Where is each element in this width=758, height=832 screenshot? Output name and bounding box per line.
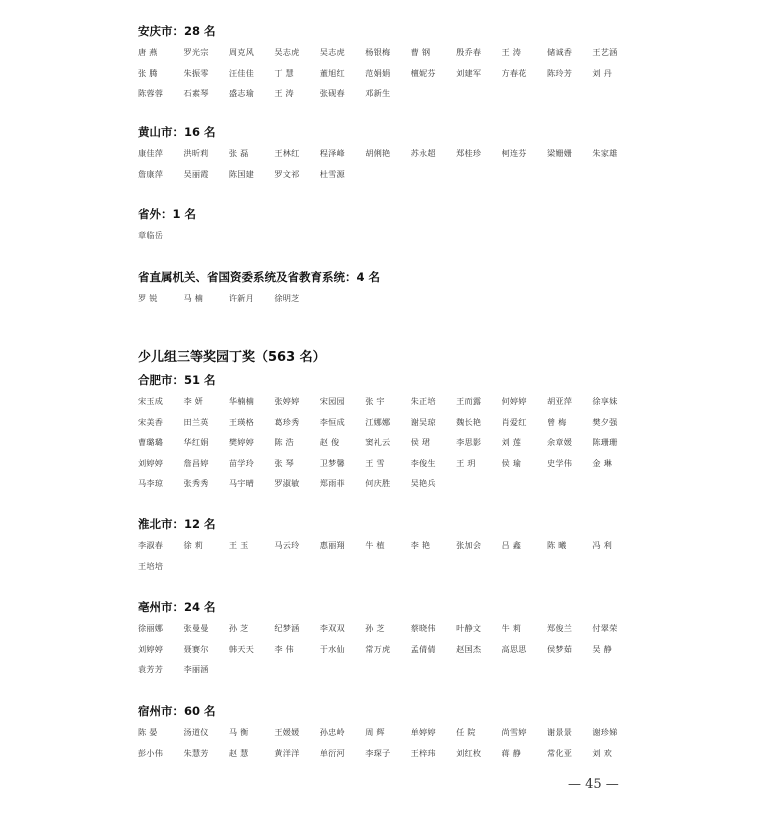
person-name: 侯 珺	[410, 437, 431, 447]
person-name: 惠丽翔	[319, 540, 345, 550]
person-name: 张 腾	[138, 67, 158, 78]
person-name: 侯 瑜	[501, 457, 522, 468]
person-name: 刘婷婷	[138, 457, 164, 468]
person-name: 马云玲	[274, 540, 300, 550]
person-name: 陈蓉蓉	[138, 88, 164, 98]
person-name: 樊夕强	[592, 416, 618, 427]
person-name: 赵 俊	[319, 437, 340, 447]
person-name: 于水仙	[319, 643, 345, 654]
person-name: 彭小伟	[138, 747, 164, 758]
person-name: 梁姗姗	[546, 148, 573, 158]
person-name: 汤道仪	[183, 727, 209, 737]
person-name: 宋园园	[319, 396, 345, 406]
person-name: 王 涛	[274, 88, 294, 98]
person-name: 苗学玲	[228, 457, 255, 468]
person-name: 王媛媛	[274, 727, 300, 737]
person-name: 徐丽娜	[138, 623, 164, 633]
person-name: 卫梦馨	[319, 457, 345, 468]
person-name: 盛志瑜	[228, 88, 255, 98]
section-title: 安庆市：28 名	[138, 24, 216, 38]
person-name: 蒋 静	[501, 747, 522, 758]
person-name: 聂赛尔	[183, 643, 209, 654]
person-name: 窦礼云	[365, 437, 391, 447]
person-name: 侯梦茹	[546, 643, 573, 654]
person-name: 洪昕莉	[183, 148, 209, 158]
person-name: 张 琴	[274, 457, 294, 468]
section-zhishu	[138, 270, 638, 309]
person-name: 孟倩倩	[410, 643, 436, 654]
person-name: 朱振零	[183, 67, 209, 78]
person-name: 刘建军	[456, 67, 482, 78]
person-name: 曾 梅	[546, 416, 567, 427]
person-name: 陈玲芳	[546, 67, 573, 78]
person-name: 金 琳	[592, 457, 612, 468]
person-name: 王培培	[138, 560, 164, 571]
person-name: 罗光宗	[183, 47, 209, 57]
name-list	[138, 225, 638, 246]
section-title: 合肥市：51 名	[138, 373, 216, 387]
person-name: 许新月	[228, 293, 255, 303]
person-name: 王而露	[456, 396, 482, 406]
person-name: 蔡晓伟	[410, 623, 436, 633]
person-name: 张婷婷	[274, 396, 300, 406]
person-name: 李 艳	[410, 540, 431, 550]
person-name: 赵国杰	[456, 643, 482, 654]
person-name: 宋玉成	[138, 396, 164, 406]
person-name: 李琛子	[365, 747, 391, 758]
person-name: 赵 慧	[228, 747, 249, 758]
person-name: 牛 莉	[501, 623, 522, 633]
person-name: 杜雪源	[319, 168, 345, 179]
person-name: 李淑春	[138, 540, 164, 550]
person-name: 华楠楠	[228, 396, 255, 406]
section-title: 淮北市：12 名	[138, 517, 216, 531]
person-name: 李丽涵	[183, 664, 209, 674]
person-name: 何庆胜	[365, 478, 391, 488]
person-name: 史学伟	[546, 457, 573, 468]
person-name: 周 辉	[365, 727, 385, 737]
person-name: 葛珍秀	[274, 416, 300, 427]
person-name: 牛 植	[365, 540, 385, 550]
person-name: 李思影	[456, 437, 482, 447]
person-name: 石素琴	[183, 88, 209, 98]
person-name: 吴志虎	[319, 47, 345, 57]
section-title: 省直属机关、省国资委系统及省教育系统：4 名	[138, 270, 381, 284]
person-name: 单衍河	[319, 747, 345, 758]
person-name: 朱正培	[410, 396, 436, 406]
person-name: 刘 丹	[592, 67, 612, 78]
person-name: 张秀秀	[183, 478, 209, 488]
person-name: 吴艳兵	[410, 478, 436, 488]
person-name: 唐 燕	[138, 47, 158, 57]
person-name: 刘 欢	[592, 747, 612, 758]
person-name: 张曼曼	[183, 623, 209, 633]
name-list	[138, 618, 638, 680]
person-name: 马 衡	[228, 727, 249, 737]
person-name: 孙 芝	[228, 623, 249, 633]
person-name: 郑俊兰	[546, 623, 573, 633]
person-name: 马 楠	[183, 293, 204, 303]
person-name: 肖爱红	[501, 416, 527, 427]
person-name: 方春花	[501, 67, 527, 78]
section-shengwai	[138, 207, 638, 246]
person-name: 江娜娜	[365, 416, 391, 427]
person-name: 魏长艳	[456, 416, 482, 427]
person-name: 付翠荣	[592, 623, 618, 633]
person-name: 王 涛	[501, 47, 522, 57]
person-name: 王 雪	[365, 457, 385, 468]
person-name: 陈 晏	[138, 727, 158, 737]
person-name: 吴丽霞	[183, 168, 209, 179]
person-name: 王林红	[274, 148, 300, 158]
person-name: 黄洋洋	[274, 747, 300, 758]
person-name: 王 玥	[456, 457, 476, 468]
person-name: 李 妍	[183, 396, 204, 406]
person-name: 张砚春	[319, 88, 345, 98]
person-name: 储诚香	[546, 47, 573, 57]
person-name: 任 院	[456, 727, 476, 737]
person-name: 罗淑敏	[274, 478, 300, 488]
person-name: 陈 曦	[546, 540, 567, 550]
person-name: 董旭红	[319, 67, 345, 78]
person-name: 柯连芬	[501, 148, 527, 158]
person-name: 王瑛格	[228, 416, 255, 427]
person-name: 李双双	[319, 623, 345, 633]
person-name: 孙 芝	[365, 623, 385, 633]
person-name: 华红娟	[183, 437, 209, 447]
person-name: 郑雨菲	[319, 478, 345, 488]
person-name: 宋美香	[138, 416, 164, 427]
person-name: 常化亚	[546, 747, 573, 758]
person-name: 樊婷婷	[228, 437, 255, 447]
person-name: 徐享妹	[592, 396, 618, 406]
person-name: 高思思	[501, 643, 527, 654]
person-name: 刘 莲	[501, 437, 522, 447]
section-bozhou	[138, 600, 638, 680]
person-name: 王 玉	[228, 540, 249, 550]
person-name: 朱慧芳	[183, 747, 209, 758]
person-name: 檀妮芬	[410, 67, 436, 78]
person-name: 吕 鑫	[501, 540, 522, 550]
person-name: 单婷婷	[410, 727, 436, 737]
person-name: 吴志虎	[274, 47, 300, 57]
person-name: 曹 钢	[410, 47, 431, 57]
section-hefei	[138, 373, 638, 494]
person-name: 康佳萍	[138, 148, 164, 158]
name-list	[138, 535, 638, 576]
person-name: 王梓玮	[410, 747, 436, 758]
person-name: 陈国建	[228, 168, 255, 179]
name-list	[138, 722, 638, 763]
person-name: 苏永超	[410, 148, 436, 158]
person-name: 詹昌婷	[183, 457, 209, 468]
person-name: 徐 莉	[183, 540, 204, 550]
person-name: 胡亚萍	[546, 396, 573, 406]
person-name: 尚雪婷	[501, 727, 527, 737]
name-list	[138, 143, 638, 184]
person-name: 陈 浩	[274, 437, 294, 447]
person-name: 詹康萍	[138, 168, 164, 179]
person-name: 张 磊	[228, 148, 249, 158]
person-name: 周克风	[228, 47, 255, 57]
person-name: 马宇晴	[228, 478, 255, 488]
person-name: 邓新生	[365, 88, 391, 98]
name-list	[138, 288, 638, 309]
person-name: 陈珊珊	[592, 437, 618, 447]
name-list	[138, 42, 638, 104]
person-name: 刘婷婷	[138, 643, 164, 654]
person-name: 叶静文	[456, 623, 482, 633]
person-name: 马李琼	[138, 478, 164, 488]
person-name: 王艺涵	[592, 47, 618, 57]
person-name: 冯 利	[592, 540, 612, 550]
person-name: 韩天天	[228, 643, 255, 654]
person-name: 朱家雄	[592, 148, 618, 158]
person-name: 范娟娟	[365, 67, 391, 78]
section-anqing	[138, 24, 638, 104]
section-huangshan	[138, 125, 638, 184]
section-title: 宿州市：60 名	[138, 704, 216, 718]
section-suzhou	[138, 704, 638, 763]
person-name: 余章媛	[546, 437, 573, 447]
person-name: 谢吴琼	[410, 416, 436, 427]
person-name: 曹璐璐	[138, 437, 164, 447]
person-name: 谢景景	[546, 727, 573, 737]
person-name: 李俊生	[410, 457, 436, 468]
person-name: 张加会	[456, 540, 482, 550]
person-name: 殷乔春	[456, 47, 482, 57]
person-name: 常万虎	[365, 643, 391, 654]
person-name: 郑桂珍	[456, 148, 482, 158]
person-name: 丁 慧	[274, 67, 294, 78]
name-list	[138, 391, 638, 494]
award-title: 少儿组三等奖园丁奖（563 名）	[138, 350, 326, 365]
person-name: 孙忠岭	[319, 727, 345, 737]
page-number: — 45 —	[568, 777, 619, 792]
person-name: 李恒成	[319, 416, 345, 427]
person-name: 田兰英	[183, 416, 209, 427]
person-name: 程泽峰	[319, 148, 345, 158]
section-title: 亳州市：24 名	[138, 600, 216, 614]
section-title: 省外：1 名	[138, 207, 197, 221]
person-name: 胡俐艳	[365, 148, 391, 158]
person-name: 李 伟	[274, 643, 294, 654]
section-huaibei	[138, 517, 638, 576]
person-name: 罗文祁	[274, 168, 300, 179]
person-name: 章临岳	[138, 230, 164, 240]
person-name: 谢珍娣	[592, 727, 618, 737]
person-name: 张 宇	[365, 396, 385, 406]
person-name: 杨银梅	[365, 47, 391, 57]
person-name: 袁芳芳	[138, 664, 164, 674]
person-name: 汪佳佳	[228, 67, 255, 78]
person-name: 何婷婷	[501, 396, 527, 406]
person-name: 纪梦涵	[274, 623, 300, 633]
person-name: 吴 静	[592, 643, 612, 654]
person-name: 徐明芝	[274, 293, 300, 303]
section-title: 黄山市：16 名	[138, 125, 216, 139]
award-heading	[138, 350, 638, 366]
person-name: 刘红枚	[456, 747, 482, 758]
person-name: 罗 锐	[138, 293, 158, 303]
